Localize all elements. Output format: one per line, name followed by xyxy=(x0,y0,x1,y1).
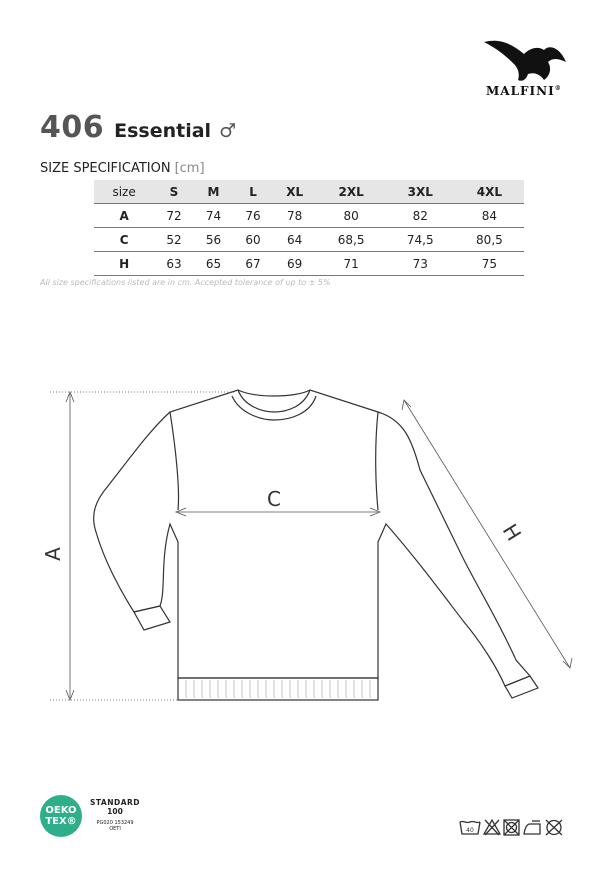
table-cell: 73 xyxy=(412,256,428,271)
sweatshirt-outline xyxy=(94,390,538,700)
table-cell: 82 xyxy=(412,208,428,223)
wash-temp-label: 40 xyxy=(466,827,474,834)
product-title xyxy=(40,110,236,145)
size-table xyxy=(94,180,524,276)
table-cell: 63 xyxy=(166,256,182,271)
label-a: A xyxy=(41,547,65,561)
no-bleach-icon xyxy=(484,820,500,835)
eagle-icon xyxy=(478,34,574,86)
product-code: 406 xyxy=(40,110,105,145)
standard-number: 100 xyxy=(107,807,123,816)
brand-name: MALFINI® xyxy=(486,84,562,98)
gender-icon: ♂ xyxy=(219,120,237,142)
table-cell: 68,5 xyxy=(337,232,365,247)
row-label: A xyxy=(119,208,129,223)
oeko-line1: OEKO xyxy=(45,805,77,816)
oeko-tex-logo xyxy=(40,795,82,837)
rib-texture xyxy=(186,680,370,698)
table-cell: 84 xyxy=(481,208,498,223)
header-cell: L xyxy=(233,180,273,204)
no-tumble-dry-icon xyxy=(504,820,519,835)
row-label: H xyxy=(119,256,130,271)
iron-low-icon xyxy=(524,821,540,834)
table-cell: 65 xyxy=(205,256,222,271)
header-cell: S xyxy=(154,180,194,204)
table-cell: 80 xyxy=(343,208,359,223)
table-cell: 69 xyxy=(287,256,303,271)
size-spec-unit: [cm] xyxy=(174,161,205,176)
oeko-standard xyxy=(88,798,142,832)
header-cell: size xyxy=(94,180,154,204)
measure-h xyxy=(402,400,572,668)
table-cell: 60 xyxy=(245,232,261,247)
table-cell: 71 xyxy=(343,256,359,271)
table-cell: 76 xyxy=(245,208,261,223)
table-cell: 67 xyxy=(245,256,261,271)
header-cell: 2XL xyxy=(317,180,386,204)
table-row xyxy=(94,252,524,276)
measure-a xyxy=(50,392,236,700)
oeko-line2: TEX® xyxy=(45,816,77,827)
table-cell: 74 xyxy=(205,208,222,223)
table-cell: 72 xyxy=(166,208,182,223)
table-cell: 74,5 xyxy=(406,232,434,247)
sweatshirt-diagram xyxy=(0,360,610,720)
certificate-code: PG020 153249 xyxy=(96,820,134,826)
size-spec-heading xyxy=(40,161,205,176)
table-cell: 64 xyxy=(287,232,303,247)
header-cell: M xyxy=(194,180,234,204)
care-symbols xyxy=(458,816,574,838)
table-cell: 75 xyxy=(481,256,498,271)
table-row xyxy=(94,204,524,228)
standard-label: STANDARD xyxy=(89,798,141,807)
table-row xyxy=(94,228,524,252)
size-table-header xyxy=(94,180,524,204)
table-cell: 80,5 xyxy=(476,232,503,247)
table-cell: 78 xyxy=(287,208,303,223)
no-dry-clean-icon xyxy=(546,820,562,835)
brand-logo xyxy=(478,34,578,86)
product-name: Essential xyxy=(114,120,212,142)
header-cell: 3XL xyxy=(386,180,455,204)
certificate-institute: OETI xyxy=(109,826,121,832)
table-cell: 56 xyxy=(205,232,222,247)
label-h: H xyxy=(497,519,527,546)
tolerance-note: All size specifications listed are in cm. Accepted tolerance of up to ± 5% xyxy=(40,278,331,287)
header-cell: XL xyxy=(273,180,317,204)
table-cell: 52 xyxy=(166,232,182,247)
header-cell: 4XL xyxy=(455,180,524,204)
size-spec-title: SIZE SPECIFICATION xyxy=(40,161,171,176)
row-label: C xyxy=(119,232,129,247)
label-c: C xyxy=(267,487,281,511)
